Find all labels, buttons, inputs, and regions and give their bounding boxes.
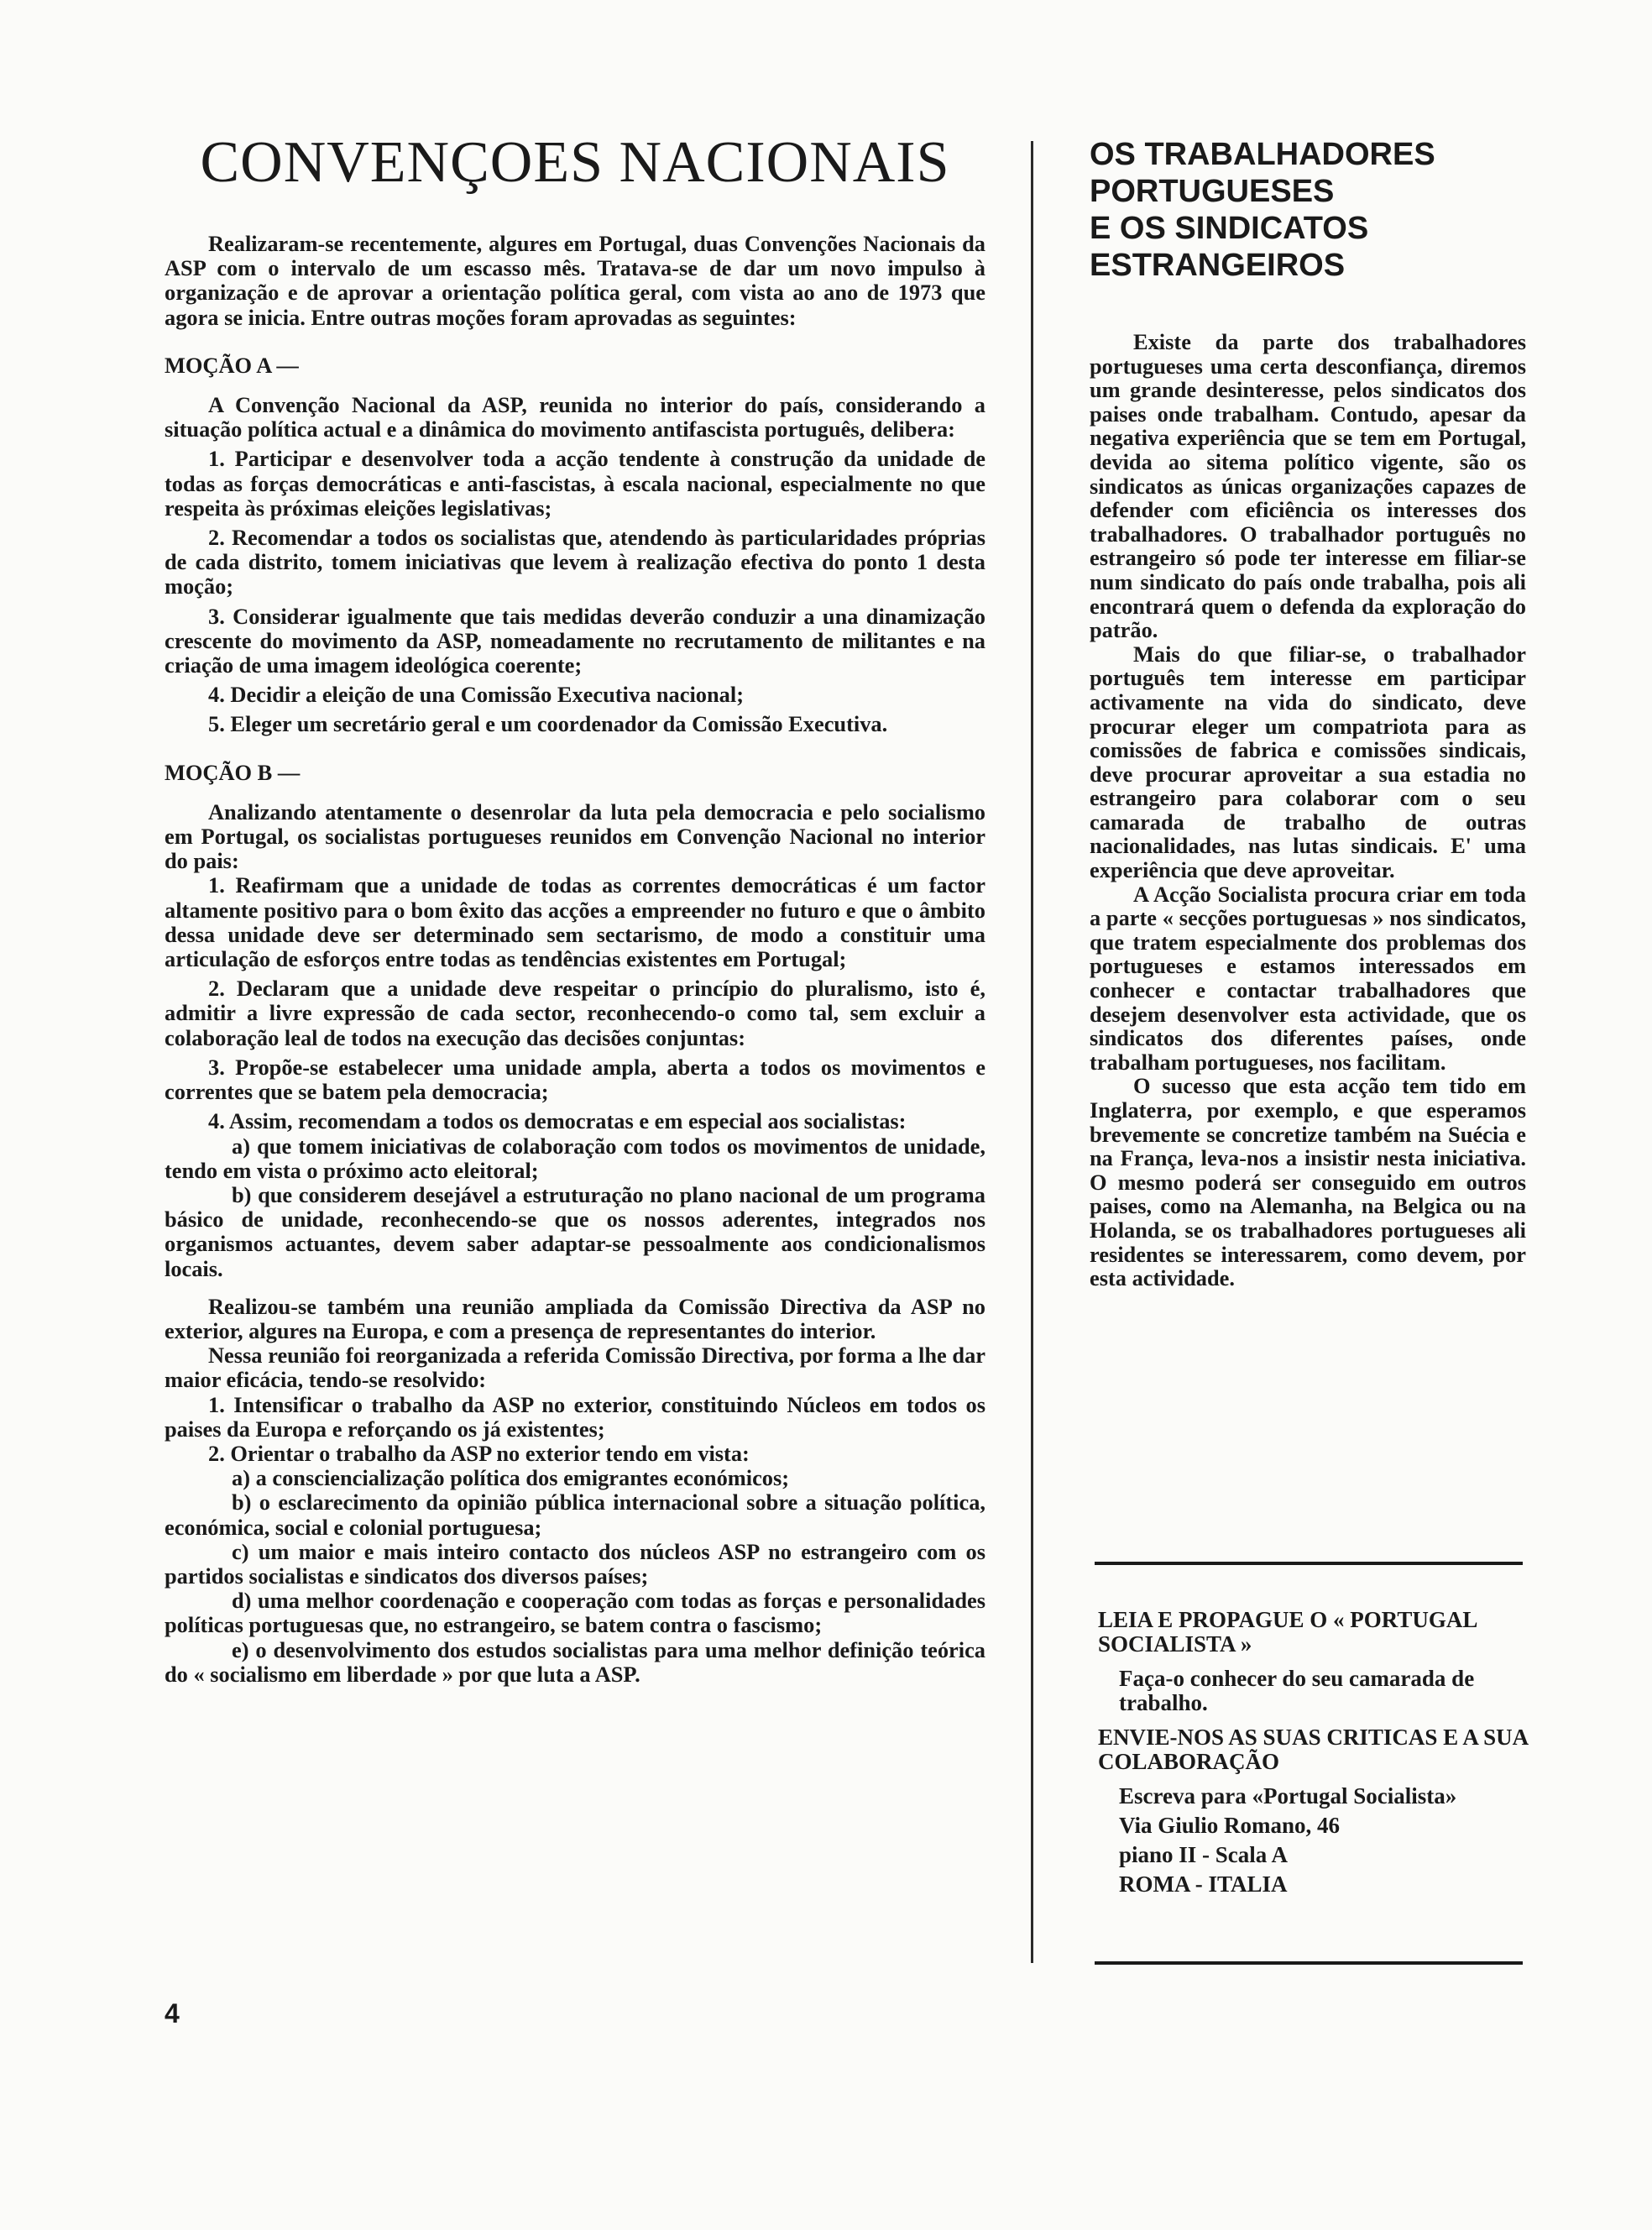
address-line: Via Giulio Romano, 46 xyxy=(1119,1813,1341,1838)
closing-item: 1. Intensificar o trabalho da ASP no exterior, constituindo Núcleos em todos os paises da Europa e reforçando os já existentes; xyxy=(165,1391,985,1442)
mocao-b-heading: MOÇÃO B — xyxy=(165,759,301,785)
mocao-b-item: 3. Propõe-se estabelecer uma unidade ampla, aberta a todos os movimentos e correntes que se batem pela democracia; xyxy=(165,1054,985,1105)
closing-subitem: c) um maior e mais inteiro contacto dos núcleos ASP no estrangeiro com os partidos socialistas e sindicatos dos diversos países; xyxy=(165,1538,985,1589)
promo-write: Escreva para «Portugal Socialista» xyxy=(1119,1783,1457,1809)
mocao-b-item: 1. Reafirmam que a unidade de todas as correntes democráticas é um factor altamente positivo para o bom êxito das acções a empreender no futuro e que o âmbito dessa unidade deve ser determinado sem sectarismo, de modo a constituir uma articulação de esforços entre todas as tendências existentes em Portugal; xyxy=(165,872,985,972)
mocao-b-item: 2. Declaram que a unidade deve respeitar o princípio do pluralismo, isto é, admitir a livre expressão de cada sector, reconhecendo-o como tal, sem excluir a colaboração leal de todos na execução das decisões conjuntas: xyxy=(165,976,985,1050)
sidebar-article-title xyxy=(1090,136,1526,284)
title-line: PORTUGUESES xyxy=(1090,174,1335,209)
left-column xyxy=(165,128,985,1687)
promo-heading: LEIA E PROPAGUE O « PORTUGAL SOCIALISTA » xyxy=(1098,1607,1477,1657)
mocao-b-subitem: b) que considerem desejável a estruturação no plano nacional de um programa básico de unidade, reconhecendo-se que os nossos aderentes, integrados nos organismos actuantes, devem saber adaptar-se pessoalmente aos condicionalismos locais. xyxy=(165,1181,985,1281)
box-top-rule xyxy=(1095,1562,1523,1565)
sidebar-paragraph: O sucesso que esta acção tem tido em Inglaterra, por exemplo, e que esperamos brevemente se concretize também na Suécia e na França, leva-nos a insistir nesta iniciativa. O mesmo poderá ser conseguido em outros paises, como na Alemanha, na Belgica ou na Holanda, se os trabalhadores portugueses ali residentes se interessarem, como devem, por esta actividade. xyxy=(1090,1073,1526,1291)
box-bottom-rule xyxy=(1095,1961,1523,1965)
title-line: E OS SINDICATOS xyxy=(1090,211,1369,246)
closing-subitem: e) o desenvolvimento dos estudos socialistas para uma melhor definição teórica do « socialismo em liberdade » por que luta a ASP. xyxy=(165,1636,985,1687)
closing-paragraph: Nessa reunião foi reorganizada a referida Comissão Directiva, por forma a lhe dar maior eficácia, tendo-se resolvido: xyxy=(165,1343,985,1393)
closing-subitem: b) o esclarecimento da opinião pública internacional sobre a situação política, económica, social e colonial portuguesa; xyxy=(165,1489,985,1540)
title-line: ESTRANGEIROS xyxy=(1090,248,1346,283)
sidebar-paragraph: A Acção Socialista procura criar em toda a parte « secções portuguesas » nos sindicatos, que tratem especialmente dos problemas dos portugueses e estamos interessados em conhecer e contactar trabalhadores que desejem desenvolver esta actividade, que os sindicatos dos diferentes países, onde trabalham portugueses, nos facilitam. xyxy=(1090,881,1526,1075)
promo-line: Faça-o conhecer do seu camarada de trabalho. xyxy=(1119,1666,1475,1715)
mocao-a-item: 5. Eleger um secretário geral e um coordenador da Comissão Executiva. xyxy=(208,711,888,737)
closing-paragraph: Realizou-se também una reunião ampliada da Comissão Directiva da ASP no exterior, algures na Europa, e com a presença de representantes do interior. xyxy=(165,1293,985,1343)
intro-paragraph: Realizaram-se recentemente, algures em Portugal, duas Convenções Nacionais da ASP com o intervalo de um escasso mês. Tratava-se de dar um novo impulso à organização e de aprovar a orientação política geral, com vista ao ano de 1973 que agora se inicia. Entre outras moções foram aprovadas as seguintes: xyxy=(165,231,985,330)
sidebar-paragraph: Existe da parte dos trabalhadores portugueses uma certa desconfiança, diremos um grande desinteresse, pelos sindicatos dos paises onde trabalham. Contudo, apesar da negativa experiência que se tem em Portugal, devida ao sitema político vigente, são os sindicatos as únicas organizações capazes de defender com eficiência os interesses dos trabalhadores. O trabalhador português no estrangeiro só pode ter interesse em filiar-se num sindicato do país onde trabalha, pois ali encontrará quem o defenda da exploração do patrão. xyxy=(1090,329,1526,643)
column-divider xyxy=(1031,141,1033,1963)
article-title: CONVENÇOES NACIONAIS xyxy=(200,130,950,195)
promo-box xyxy=(1098,1608,1534,1902)
address-line: ROMA - ITALIA xyxy=(1119,1871,1288,1897)
mocao-a-heading: MOÇÃO A — xyxy=(165,352,299,378)
closing-subitem: d) uma melhor coordenação e cooperação com todas as forças e personalidades políticas portuguesas que, no estrangeiro, se batem contra o fascismo; xyxy=(165,1588,985,1638)
mocao-a-intro: A Convenção Nacional da ASP, reunida no interior do país, considerando a situação política actual e a dinâmica do movimento antifascista português, delibera: xyxy=(165,392,985,442)
mocao-a-item: 3. Considerar igualmente que tais medidas deverão conduzir a una dinamização crescente do movimento da ASP, nomeadamente no recrutamento de militantes e na criação de uma imagem ideológica coerente; xyxy=(165,603,985,678)
title-line: OS TRABALHADORES xyxy=(1090,137,1435,172)
address-line: piano II - Scala A xyxy=(1119,1842,1289,1867)
right-column xyxy=(1090,136,1526,1290)
mocao-b-subitem: a) que tomem iniciativas de colaboração com todos os movimentos de unidade, tendo em vista o próximo acto eleitoral; xyxy=(165,1133,985,1183)
mocao-b-intro: Analizando atentamente o desenrolar da luta pela democracia e pelo socialismo em Portugal, os socialistas portugueses reunidos em Convenção Nacional no interior do pais: xyxy=(165,798,985,874)
page-number: 4 xyxy=(165,1998,180,2028)
mocao-b-item: 4. Assim, recomendam a todos os democratas e em especial aos socialistas: xyxy=(208,1108,907,1134)
closing-item: 2. Orientar o trabalho da ASP no exterior tendo em vista: xyxy=(208,1440,750,1466)
mocao-a-item: 4. Decidir a eleição de una Comissão Executiva nacional; xyxy=(208,682,744,708)
sidebar-paragraph: Mais do que filiar-se, o trabalhador português tem interesse em participar activamente na vida do sindicato, deve procurar eleger um compatriota para as comissões de fabrica e comissões sindicais, deve procurar aproveitar a sua estadia no estrangeiro para colaborar com o seu camarada de trabalho de outras nacionalidades, nas lutas sindicais. E' uma experiência que deve aproveitar. xyxy=(1090,641,1526,883)
closing-subitem: a) a consciencialização política dos emigrantes económicos; xyxy=(232,1465,790,1491)
mocao-a-item: 1. Participar e desenvolver toda a acção tendente à construção da unidade de todas as forças democráticas e anti-fascistas, à escala nacional, especialmente no que respeita às próximas eleições legislativas; xyxy=(165,446,985,521)
mocao-a-item: 2. Recomendar a todos os socialistas que, atendendo às particularidades próprias de cada distrito, tomem iniciativas que levem à realização efectiva do ponto 1 desta moção; xyxy=(165,525,985,599)
promo-heading: ENVIE-NOS AS SUAS CRITICAS E A SUA COLABORAÇÃO xyxy=(1098,1725,1528,1774)
